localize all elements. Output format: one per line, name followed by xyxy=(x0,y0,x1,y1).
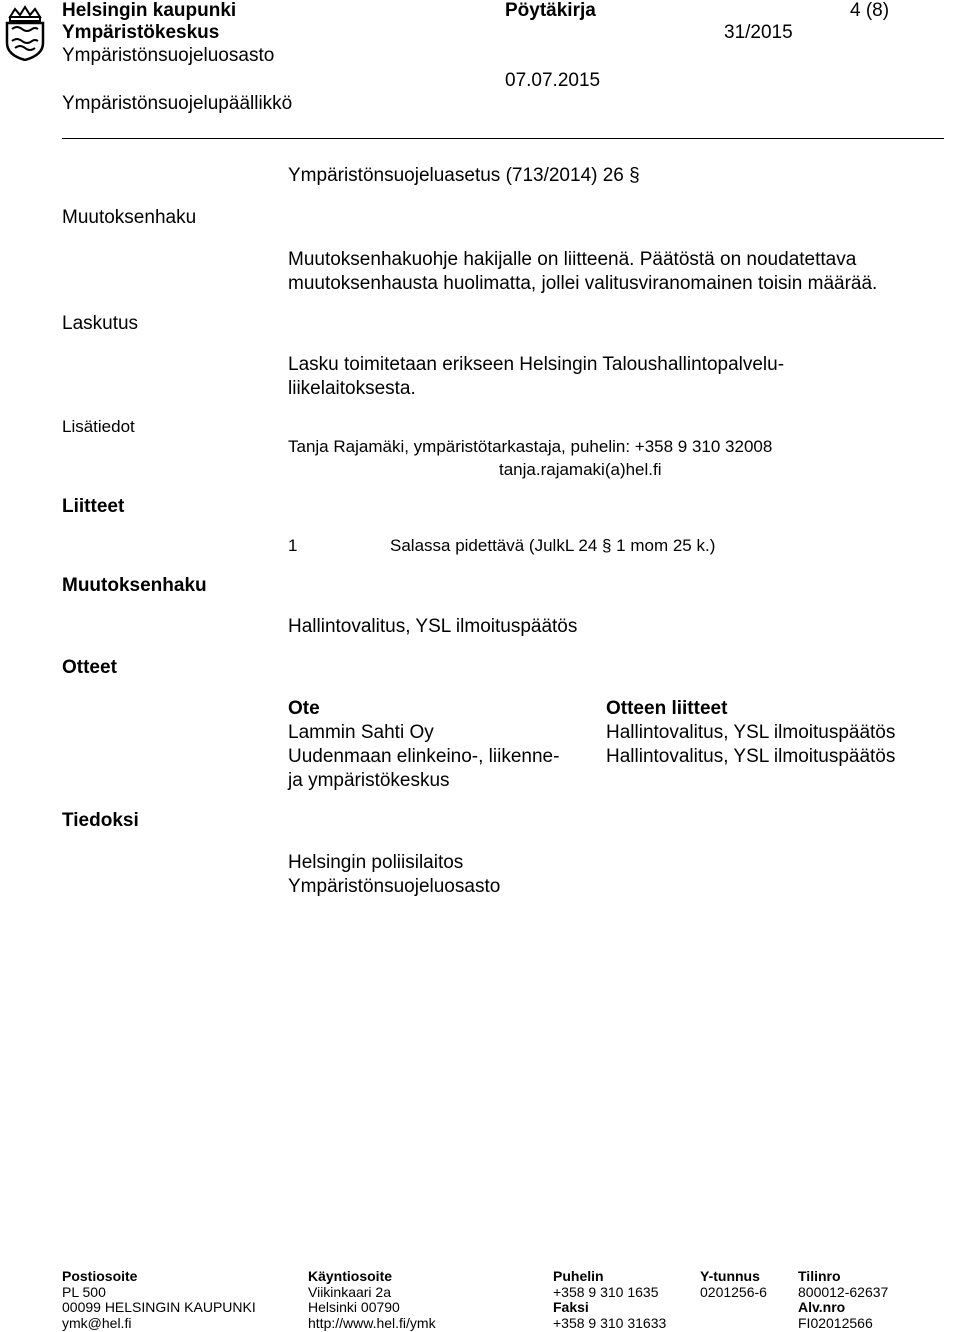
footer-visiting-line-2: Helsinki 00790 xyxy=(308,1299,400,1315)
extract-attachments-header: Otteen liitteet xyxy=(606,698,728,719)
footer-fax: +358 9 310 31633 xyxy=(553,1315,667,1331)
contact-email: tanja.rajamaki(a)hel.fi xyxy=(499,460,662,479)
helsinki-crest-logo xyxy=(4,3,46,61)
footer-vat-number: FI02012566 xyxy=(798,1315,873,1331)
section-label-muutoksenhaku: Muutoksenhaku xyxy=(62,207,197,228)
attachment-item: Salassa pidettävä (JulkL 24 § 1 mom 25 k.) xyxy=(390,536,716,555)
page-number: 4 (8) xyxy=(850,0,890,21)
footer-phone: +358 9 310 1635 xyxy=(553,1284,659,1300)
billing-line-1: Lasku toimitetaan erikseen Helsingin Taloushallintopalvelu- xyxy=(288,354,785,375)
extract-recipient-2-line-2: ja ympäristökeskus xyxy=(288,770,450,791)
footer-business-id: 0201256-6 xyxy=(700,1284,767,1300)
footer-visiting-line-1: Viikinkaari 2a xyxy=(308,1284,392,1300)
document-type: Pöytäkirja xyxy=(505,0,596,21)
appeal-instructions-line-1: Muutoksenhakuohje hakijalle on liitteenä. Päätöstä on noudatettava xyxy=(288,249,857,270)
appeal-document-type: Hallintovalitus, YSL ilmoituspäätös xyxy=(288,616,578,637)
footer-postal-line-2: 00099 HELSINGIN KAUPUNKI xyxy=(62,1299,256,1315)
header-divider xyxy=(62,138,944,139)
meeting-date: 07.07.2015 xyxy=(505,70,601,91)
footer-visiting-header: Käyntiosoite xyxy=(308,1268,393,1284)
billing-line-2: liikelaitoksesta. xyxy=(288,378,416,399)
extract-recipient-1: Lammin Sahti Oy xyxy=(288,722,434,743)
decree-reference: Ympäristönsuojeluasetus (713/2014) 26 § xyxy=(288,165,640,186)
section-label-muutoksenhaku-2: Muutoksenhaku xyxy=(62,575,207,596)
extract-column-header: Ote xyxy=(288,698,320,719)
signatory-role: Ympäristönsuojelupäällikkö xyxy=(62,93,293,114)
attachment-number: 1 xyxy=(288,536,298,555)
extract-attachment-2: Hallintovalitus, YSL ilmoituspäätös xyxy=(606,746,896,767)
section-label-lisatiedot: Lisätiedot xyxy=(62,417,135,436)
notified-party-2: Ympäristönsuojeluosasto xyxy=(288,876,501,897)
footer-account-header: Tilinro xyxy=(798,1268,841,1284)
body-name: Ympäristökeskus xyxy=(62,22,220,43)
extract-recipient-2-line-1: Uudenmaan elinkeino-, liikenne- xyxy=(288,746,560,767)
section-label-liitteet: Liitteet xyxy=(62,496,125,517)
section-label-tiedoksi: Tiedoksi xyxy=(62,810,139,831)
footer-vat-header: Alv.nro xyxy=(798,1299,846,1315)
footer-postal-line-1: PL 500 xyxy=(62,1284,106,1300)
section-label-laskutus: Laskutus xyxy=(62,313,139,334)
contact-person: Tanja Rajamäki, ympäristötarkastaja, puhelin: +358 9 310 32008 xyxy=(288,437,773,456)
department-name: Ympäristönsuojeluosasto xyxy=(62,45,275,66)
footer-website: http://www.hel.fi/ymk xyxy=(308,1315,436,1331)
footer-business-id-header: Y-tunnus xyxy=(700,1268,760,1284)
section-label-otteet: Otteet xyxy=(62,657,117,678)
footer-email: ymk@hel.fi xyxy=(62,1315,132,1331)
footer-phone-header: Puhelin xyxy=(553,1268,604,1284)
footer-postal-header: Postiosoite xyxy=(62,1268,138,1284)
notified-party-1: Helsingin poliisilaitos xyxy=(288,852,464,873)
footer-account-number: 800012-62637 xyxy=(798,1284,889,1300)
extract-attachment-1: Hallintovalitus, YSL ilmoituspäätös xyxy=(606,722,896,743)
minutes-number: 31/2015 xyxy=(724,22,793,43)
footer-fax-header: Faksi xyxy=(553,1299,589,1315)
city-name: Helsingin kaupunki xyxy=(62,0,237,21)
appeal-instructions-line-2: muutoksenhausta huolimatta, jollei valitusviranomainen toisin määrää. xyxy=(288,273,878,294)
